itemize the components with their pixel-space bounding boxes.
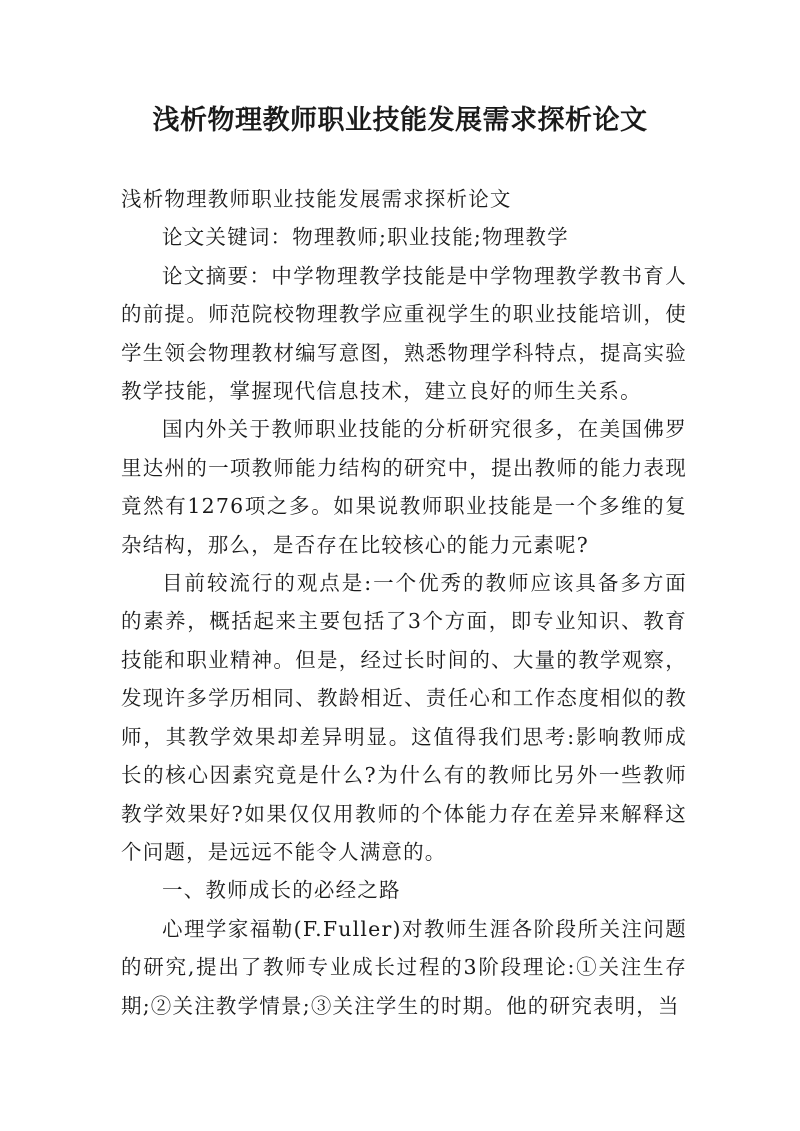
abstract-paragraph: 论文摘要：中学物理教学技能是中学物理教学教书育人的前提。师范院校物理教学应重视学生的职业技能培训，使学生领会物理教材编写意图，熟悉物理学科特点，提高实验教学技能，掌握现代信息技术，建立良好的师生关系。 xyxy=(121,263,687,404)
document-body xyxy=(121,180,687,1025)
document-subtitle: 浅析物理教师职业技能发展需求探析论文 xyxy=(121,187,512,211)
section-heading: 一、教师成长的必经之路 xyxy=(162,878,401,903)
section-paragraph: 心理学家福勒(F.Fuller)对教师生涯各阶段所关注问题的研究,提出了教师专业成长过程的3阶段理论:①关注生存期;②关注教学情景;③关注学生的时期。他的研究表明，当 xyxy=(121,916,687,1018)
body-paragraph: 目前较流行的观点是:一个优秀的教师应该具备多方面的素养，概括起来主要包括了3个方面，即专业知识、教育技能和职业精神。但是，经过长时间的、大量的教学观察，发现许多学历相同、教龄相近、责任心和工作态度相似的教师，其教学效果却差异明显。这值得我们思考:影响教师成长的核心因素究竟是什么?为什么有的教师比另外一些教师教学效果好?如果仅仅用教师的个体能力存在差异来解释这个问题，是远远不能令人满意的。 xyxy=(121,571,687,864)
document-title: 浅析物理教师职业技能发展需求探析论文 xyxy=(152,105,648,136)
body-paragraph: 国内外关于教师职业技能的分析研究很多，在美国佛罗里达州的一项教师能力结构的研究中，提出教师的能力表现竟然有1276项之多。如果说教师职业技能是一个多维的复杂结构，那么，是否存在比较核心的能力元素呢? xyxy=(121,417,687,557)
keywords-line: 论文关键词：物理教师;职业技能;物理教学 xyxy=(162,225,569,250)
